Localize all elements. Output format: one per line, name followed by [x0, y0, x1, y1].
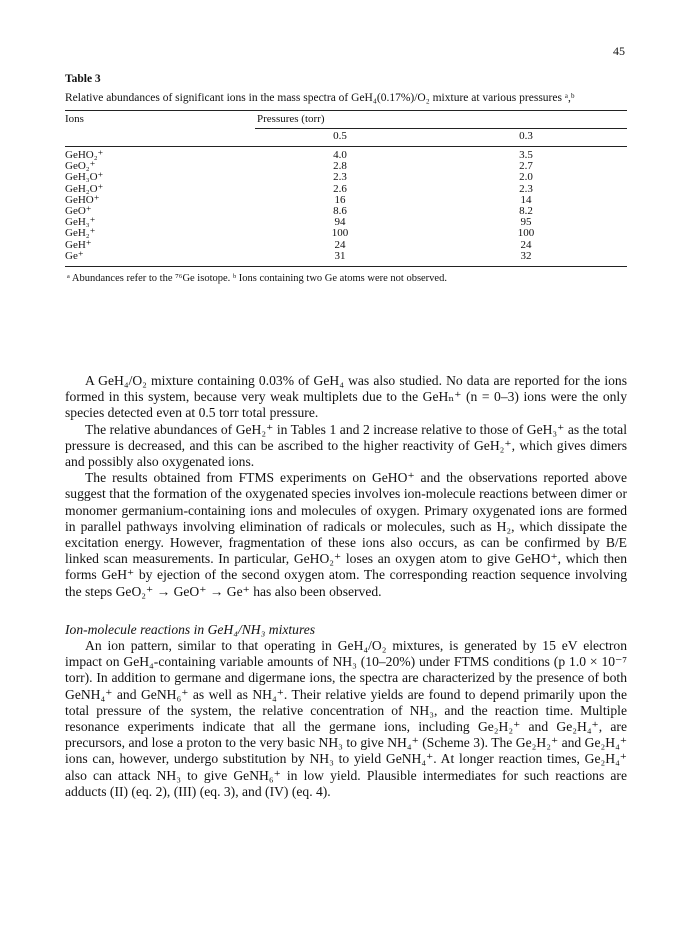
value-0-3-cell: 2.0	[519, 171, 533, 184]
ion-cell: Ge⁺	[65, 251, 255, 267]
value-0-3-cell: 2.7	[519, 160, 533, 173]
value-0-3-cell: 95	[520, 216, 532, 229]
table-row	[65, 240, 627, 251]
table-row	[65, 147, 627, 162]
page-number: 45	[613, 44, 625, 58]
ion-cell: GeH₃⁺	[65, 216, 96, 229]
ion-cell: GeH⁺	[65, 238, 92, 251]
abundance-table	[65, 110, 627, 267]
table-row	[65, 206, 627, 217]
paragraph-1: A GeH₄/O₂ mixture containing 0.03% of GeH₄ was also studied. No data are reported for the ions formed in this system, because very weak multiplets due to the GeHₙ⁺ (n = 0–3) ions were the only species detected even at 0.5 torr total pressure.	[65, 373, 627, 421]
value-0-5-cell: 2.8	[333, 160, 347, 173]
section-paragraph: An ion pattern, similar to that operating in GeH₄/O₂ mixtures, is generated by 15 eV electron impact on GeH₄-containing variable amounts of NH₃ (10–20%) under FTMS conditions (p 1.0 × 10⁻⁷ torr). In addition to germane and digermane ions, the spectra are characterized by the presence of both GeNH₄⁺ and GeNH₆⁺ as well as NH₄⁺. Their relative yields are found to depend primarily upon the total pressure of the system, the relative concentration of NH₃, and the reaction time. Multiple resonance experiments indicate that all the germane ions, including Ge₂H₂⁺ and Ge₂H₄⁺, are precursors, and lose a proton to the very basic NH₃ to give NH₄⁺ (Scheme 3). The Ge₂H₂⁺ and Ge₂H₄⁺ ions can, however, undergo substitution by NH₃ to yield GeNH₄⁺. At longer reaction times, Ge₂H₄⁺ also can attack NH₃ to give GeNH₆⁺ in low yield. Plausible intermediates for such reactions are adducts (II) (eq. 2), (III) (eq. 3), and (IV) (eq. 4).	[65, 638, 627, 799]
value-0-5-cell: 31	[255, 251, 425, 267]
value-0-3-cell: 100	[517, 227, 535, 240]
value-0-3-cell: 3.5	[425, 147, 627, 162]
value-0-5-cell: 100	[331, 227, 349, 240]
value-0-5-cell: 2.6	[333, 182, 347, 195]
value-0-5-cell: 4.0	[255, 147, 425, 162]
ion-cell: GeO⁺	[65, 205, 92, 218]
value-0-3-cell: 2.3	[519, 182, 533, 195]
value-0-5-cell: 8.6	[333, 205, 347, 218]
value-0-3-cell: 24	[520, 238, 532, 251]
value-0-3-cell: 32	[425, 251, 627, 267]
ion-cell: GeHO⁺	[65, 193, 100, 206]
pressure-header-0-5: 0.5	[255, 129, 425, 147]
ion-cell: GeO₂⁺	[65, 160, 96, 173]
ion-cell: GeH₃O⁺	[65, 171, 104, 184]
value-0-5-cell: 16	[334, 193, 346, 206]
table-label: Table 3	[65, 73, 101, 85]
value-0-3-cell: 14	[520, 193, 532, 206]
table-header-row	[65, 111, 627, 129]
value-0-5-cell: 94	[334, 216, 346, 229]
value-0-5-cell: 2.3	[333, 171, 347, 184]
paragraph-2: The relative abundances of GeH₂⁺ in Tables 1 and 2 increase relative to those of GeH₃⁺ as the total pressure is decreased, and this can be ascribed to the higher reactivity of GeH₂⁺, which gives dimers and possibly also oxygenated ions.	[65, 421, 627, 470]
table-row	[65, 228, 627, 239]
paragraph-3: The results obtained from FTMS experiments on GeHO⁺ and the observations reported above suggest that the formation of the oxygenated species involves ion-molecule reactions between dimer or monomer germanium-containing ions and molecules of oxygen. Primary oxygenated ions are formed in parallel pathways involving elimination of radicals or molecules, such as H₂, which dissipate the excitation energy. However, fragmentation of these ions also occurs, as can be confirmed by B/E linked scan measurements. In particular, GeHO₂⁺ loses an oxygen atom to give GeHO⁺, which then forms GeH⁺ by ejection of the second oxygen atom. The corresponding reaction sequence involving the steps GeO₂⁺ → GeO⁺ → Ge⁺ has also been observed.	[65, 470, 627, 599]
ion-cell: GeHO₂⁺	[65, 147, 255, 162]
ion-cell: GeH₂⁺	[65, 227, 96, 240]
table-3	[65, 73, 627, 284]
body-text	[65, 373, 627, 800]
table-row	[65, 184, 627, 195]
pressure-header-0-3: 0.3	[425, 129, 627, 147]
column-header-pressures: Pressures (torr)	[255, 111, 627, 129]
ion-cell: GeH₂O⁺	[65, 182, 104, 195]
value-0-5-cell: 24	[334, 238, 346, 251]
pressure-subheader-row	[65, 129, 627, 147]
table-row	[65, 172, 627, 183]
column-header-ions: Ions	[65, 111, 255, 129]
table-footnote: ᵃ Abundances refer to the ⁷⁶Ge isotope. ᵇ Ions containing two Ge atoms were not observed.	[67, 273, 447, 285]
table-row	[65, 251, 627, 267]
value-0-3-cell: 8.2	[519, 205, 533, 218]
section-heading: Ion-molecule reactions in GeH₄/NH₃ mixtures	[65, 621, 316, 637]
table-caption: Relative abundances of significant ions in the mass spectra of GeH₄(0.17%)/O₂ mixture at various pressures ᵃ,ᵇ	[65, 92, 575, 104]
